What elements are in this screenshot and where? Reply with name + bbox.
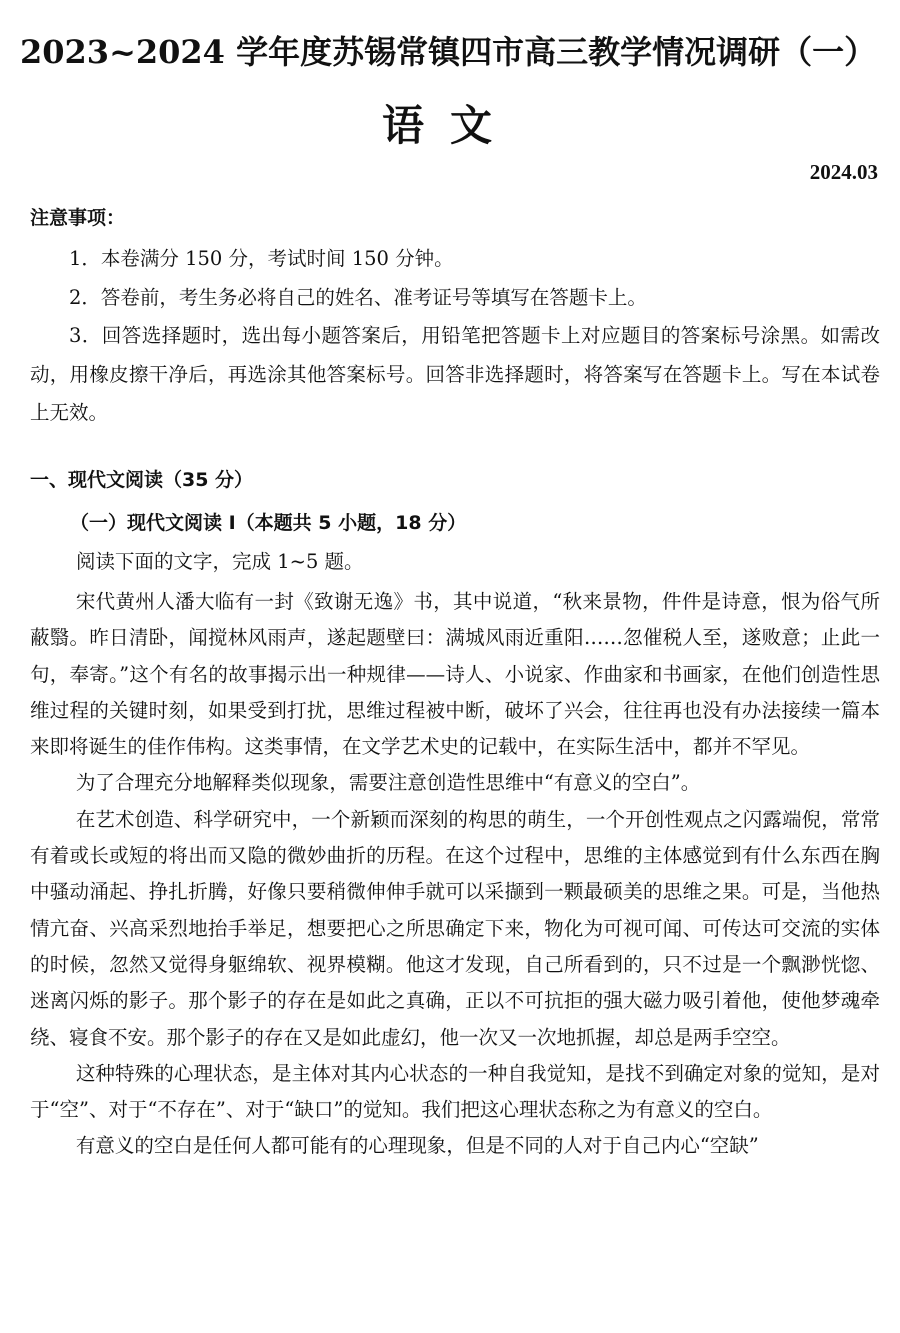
notice-list xyxy=(30,240,880,433)
passage-paragraph: 在艺术创造、科学研究中，一个新颖而深刻的构思的萌生，一个开创性观点之闪露端倪，常常有着或长或短的将出而又隐的微妙曲折的历程。在这个过程中，思维的主体感觉到有什么东西在胸中骚动涌起、挣扎折腾，好像只要稍微伸伸手就可以采撷到一颗最硕美的思维之果。可是，当他热情亢奋、兴高采烈地抬手举足，想要把心之所思确定下来，物化为可视可闻、可传达可交流的实体的时候，忽然又觉得身躯绵软、视界模糊。他这才发现，自己所看到的，只不过是一个飘渺恍惚、迷离闪烁的影子。那个影子的存在是如此之真确，正以不可抗拒的强大磁力吸引着他，使他梦魂牵绕、寝食不安。那个影子的存在又是如此虚幻，他一次又一次地抓握，却总是两手空空。 xyxy=(30,807,880,1049)
section-title: 一、现代文阅读（35 分） xyxy=(30,469,254,491)
notice-item: 1．本卷满分 150 分，考试时间 150 分钟。 xyxy=(69,247,454,270)
subject-title: 语文 xyxy=(381,101,518,150)
passage-paragraph: 为了合理充分地解释类似现象，需要注意创造性思维中“有意义的空白”。 xyxy=(75,771,701,795)
passage-paragraph: 有意义的空白是任何人都可能有的心理现象，但是不同的人对于自己内心“空缺” xyxy=(75,1134,759,1158)
reading-passage xyxy=(30,584,880,1165)
passage-paragraph: 宋代黄州人潘大临有一封《致谢无逸》书，其中说道，“秋来景物，件件是诗意，恨为俗气所蔽翳。昨日清卧，闻搅林风雨声，遂起题壁曰：满城风雨近重阳……忽催税人至，遂败意；止此一句，奉寄。”这个有名的故事揭示出一种规律——诗人、小说家、作曲家和书画家，在他们创造性思维过程的关键时刻，如果受到打扰，思维过程被中断，破坏了兴会，往往再也没有办法接续一篇本来即将诞生的佳作伟构。这类事情，在文学艺术史的记载中，在实际生活中，都并不罕见。 xyxy=(30,590,880,759)
exam-date: 2024.03 xyxy=(809,160,878,184)
notice-item: 2．答卷前，考生务必将自己的姓名、准考证号等填写在答题卡上。 xyxy=(69,285,647,309)
passage-paragraph: 这种特殊的心理状态，是主体对其内心状态的一种自我觉知，是找不到确定对象的觉知，是对于“空”、对于“不存在”、对于“缺口”的觉知。我们把这心理状态称之为有意义的空白。 xyxy=(30,1061,880,1122)
exam-title: 2023~2024 学年度苏锡常镇四市高三教学情况调研（一） xyxy=(20,33,877,71)
subsection-title: （一）现代文阅读 I（本题共 5 小题，18 分） xyxy=(70,512,467,534)
notice-item: 3．回答选择题时，选出每小题答案后，用铅笔把答题卡上对应题目的答案标号涂黑。如需改动，用橡皮擦干净后，再选涂其他答案标号。回答非选择题时，将答案写在答题卡上。写在本试卷上无效。 xyxy=(30,324,880,424)
notice-heading: 注意事项： xyxy=(30,207,126,229)
reading-instruction: 阅读下面的文字，完成 1~5 题。 xyxy=(76,550,364,573)
